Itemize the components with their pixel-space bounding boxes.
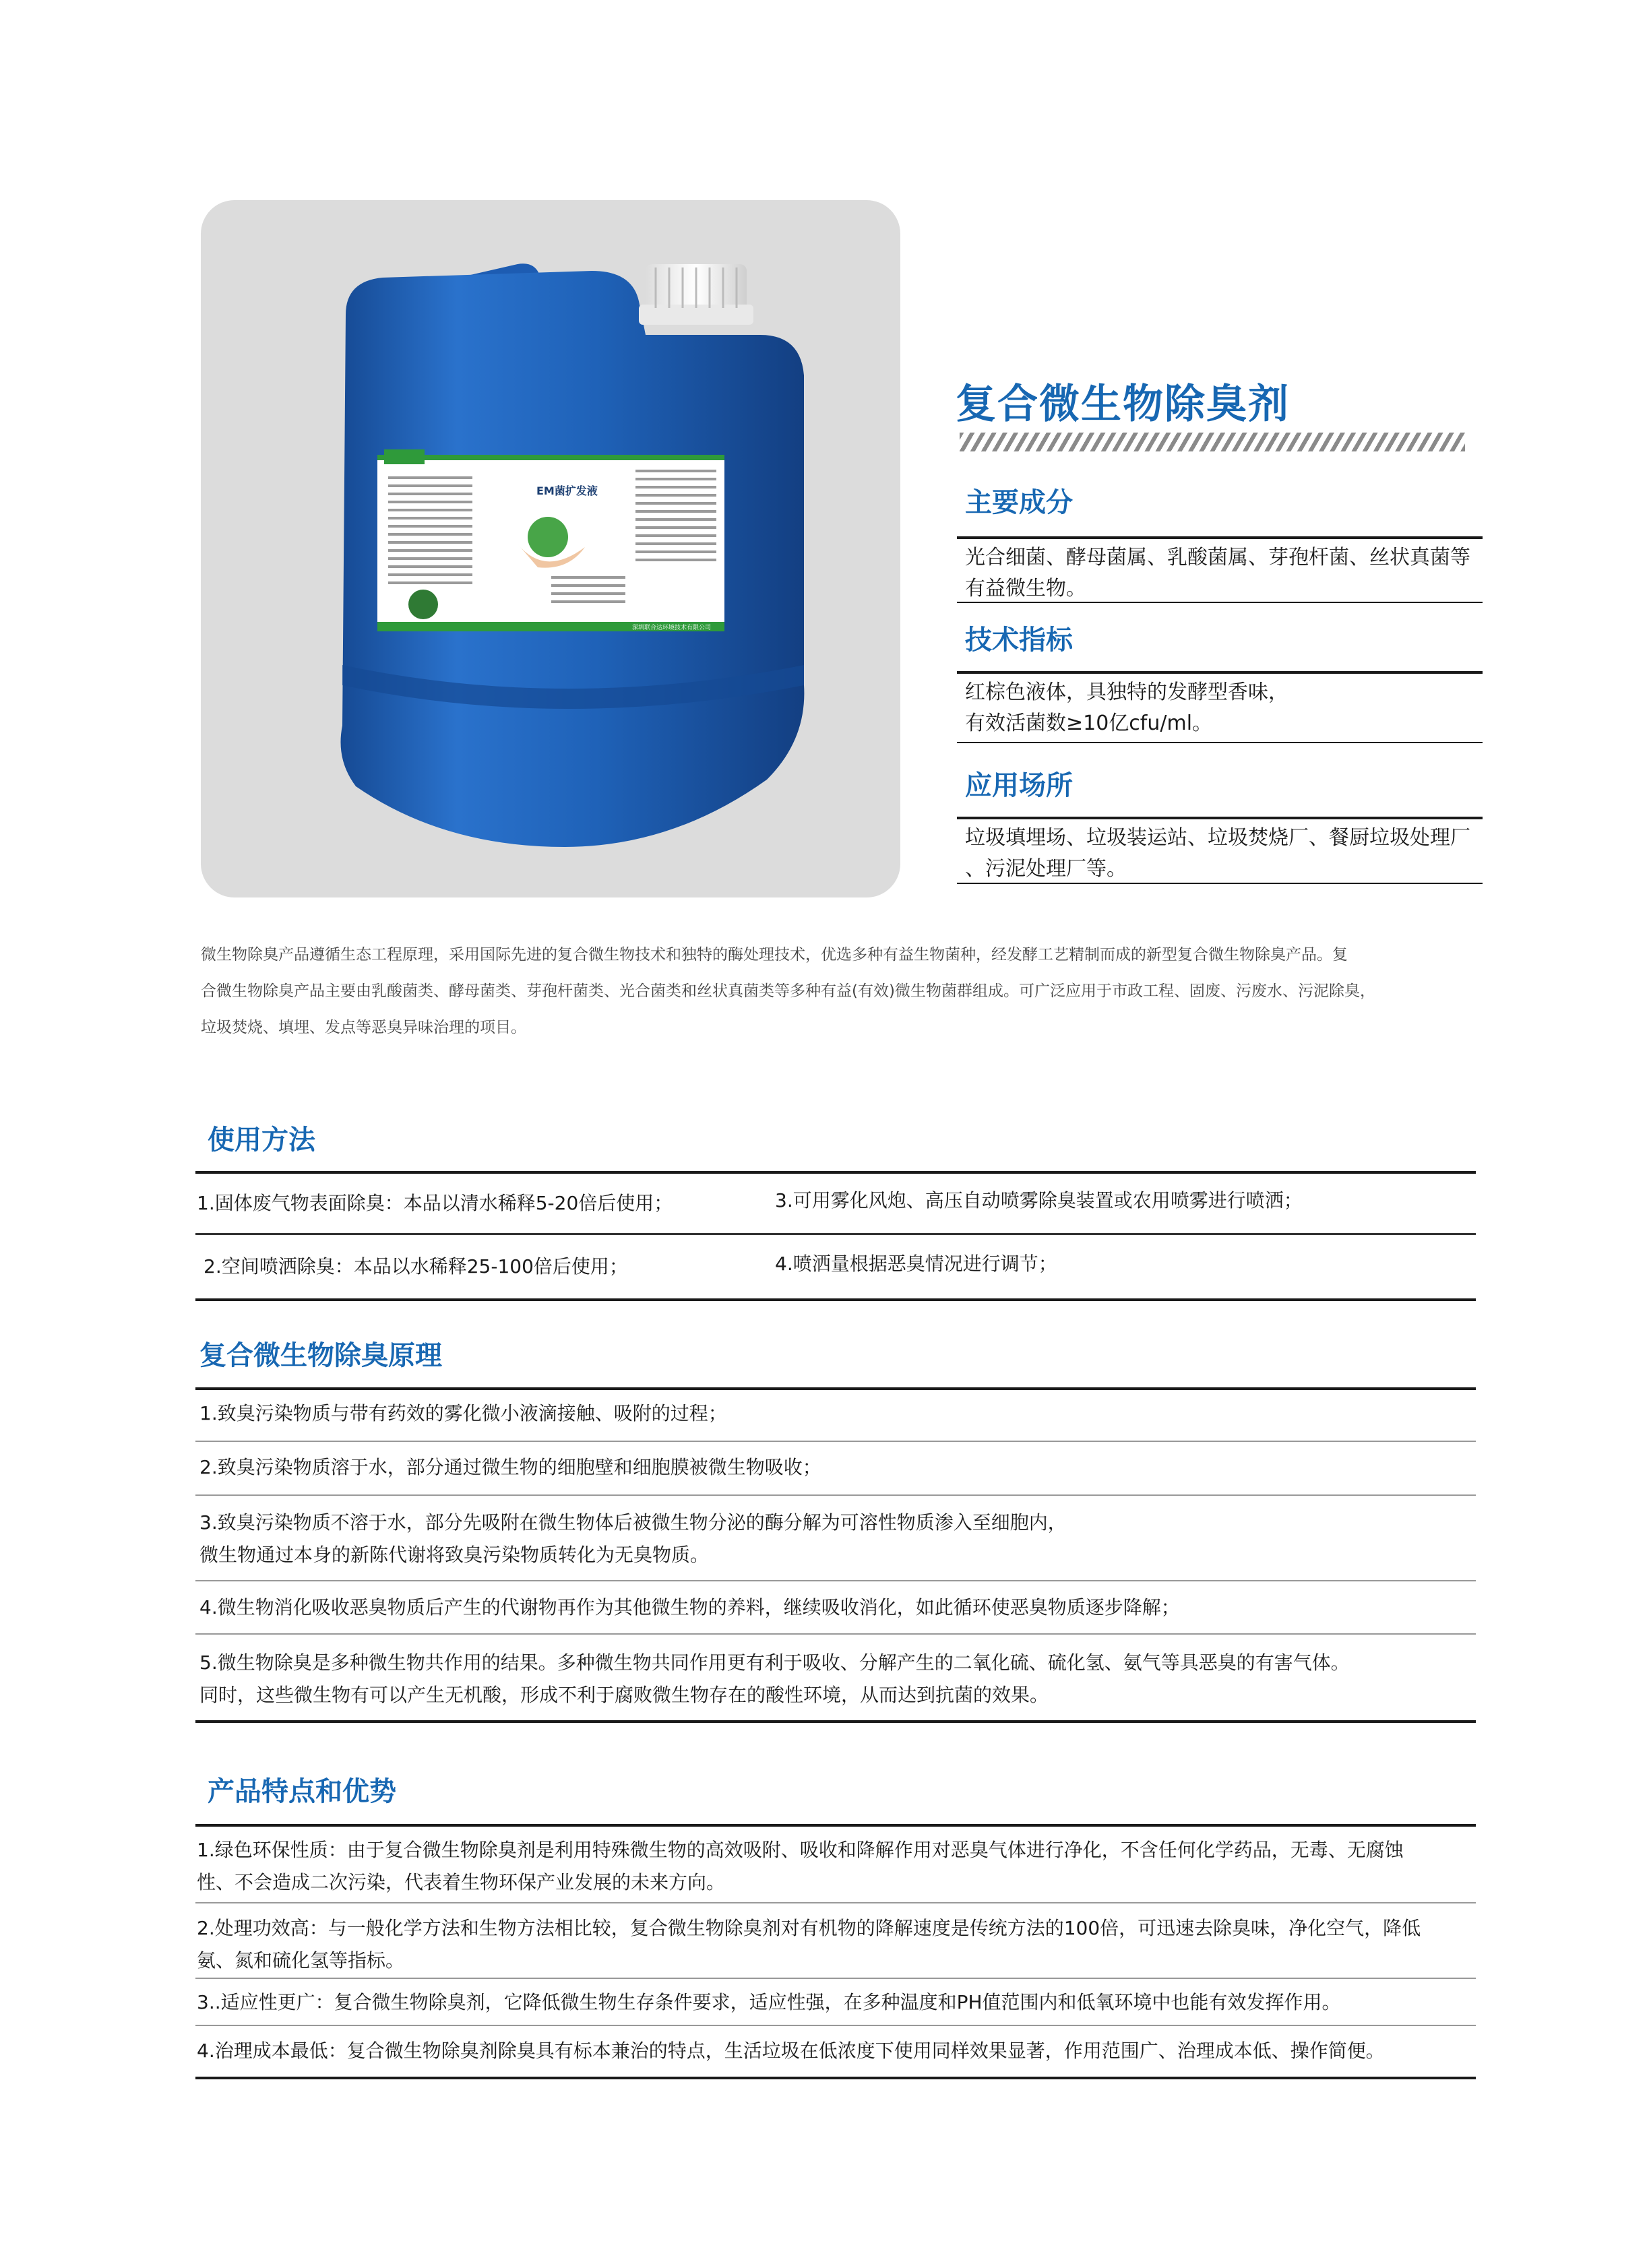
spec-rule bbox=[957, 742, 1483, 743]
spec-rule bbox=[957, 602, 1483, 603]
item-rule bbox=[195, 2025, 1476, 2026]
drum-label bbox=[377, 449, 724, 631]
feature-item bbox=[197, 1834, 1404, 1899]
principle-item: 4.微生物消化吸收恶臭物质后产生的代谢物再作为其他微生物的养料，继续吸收消化，如此循环使恶臭物质逐步降解； bbox=[199, 1596, 1180, 1618]
feature-item: 3..适应性更广：复合微生物除臭剂，它降低微生物生存条件要求，适应性强，在多种温度和PH值范围内和低氧环境中也能有效发挥作用。 bbox=[197, 1991, 1341, 2013]
feature-line: 1.绿色环保性质：由于复合微生物除臭剂是利用特殊微生物的高效吸附、吸收和降解作用对恶臭气体进行净化，不含任何化学药品，无毒、无腐蚀 bbox=[197, 1839, 1404, 1861]
principle-line: 微生物通过本身的新陈代谢将致臭污染物质转化为无臭物质。 bbox=[199, 1544, 710, 1566]
principle-item: 1.致臭污染物质与带有药效的雾化微小液滴接触、吸附的过程； bbox=[199, 1402, 727, 1424]
item-rule bbox=[195, 1978, 1476, 1979]
spec-technical-text bbox=[965, 677, 1288, 739]
section-rule bbox=[195, 1387, 1476, 1390]
section-rule bbox=[195, 1824, 1476, 1827]
spec-applications-text bbox=[965, 823, 1470, 885]
feature-item: 4.治理成本最低：复合微生物除臭剂除臭具有标本兼治的特点，生活垃圾在低浓度下使用同样效果显著，作用范围广、治理成本低、操作简便。 bbox=[197, 2040, 1385, 2062]
principle-line: 5.微生物除臭是多种微生物共作用的结果。多种微生物共同作用更有利于吸收、分解产生的二氧化硫、硫化氢、氨气等具恶臭的有害气体。 bbox=[199, 1651, 1350, 1674]
principle-line: 同时，这些微生物有可以产生无机酸，形成不利于腐败微生物存在的酸性环境，从而达到抗菌的效果。 bbox=[199, 1684, 1049, 1706]
section-rule bbox=[195, 2077, 1476, 2079]
item-rule bbox=[195, 1902, 1476, 1903]
feature-line: 性、不会造成二次污染，代表着生物环保产业发展的未来方向。 bbox=[197, 1871, 726, 1893]
spec-line: 有效活菌数≥10亿cfu/ml。 bbox=[965, 712, 1213, 735]
spec-ingredients-text bbox=[965, 542, 1470, 604]
product-title: 复合微生物除臭剂 bbox=[956, 381, 1290, 428]
intro-paragraph bbox=[201, 937, 1474, 1046]
spec-line: 垃圾填埋场、垃圾装运站、垃圾焚烧厂、餐厨垃圾处理厂 bbox=[965, 826, 1470, 850]
drum-label-company: 深圳联合达环境技术有限公司 bbox=[632, 625, 712, 631]
principle-item bbox=[199, 1507, 1067, 1571]
item-rule bbox=[195, 1441, 1476, 1442]
spec-heading-technical: 技术指标 bbox=[965, 625, 1073, 656]
spec-line: 光合细菌、酵母菌属、乳酸菌属、芽孢杆菌、丝状真菌等 bbox=[965, 546, 1470, 569]
section-rule bbox=[195, 1233, 1476, 1235]
section-rule bbox=[195, 1171, 1476, 1174]
usage-item: 2.空间喷洒除臭：本品以水稀释25-100倍后使用； bbox=[204, 1255, 628, 1278]
spec-rule bbox=[957, 536, 1483, 539]
principle-heading: 复合微生物除臭原理 bbox=[199, 1340, 442, 1371]
item-rule bbox=[195, 1633, 1476, 1635]
usage-item: 3.可用雾化风炮、高压自动喷雾除臭装置或农用喷雾进行喷洒； bbox=[775, 1189, 1303, 1211]
usage-item: 1.固体废气物表面除臭：本品以清水稀释5-20倍后使用； bbox=[197, 1192, 673, 1214]
intro-line: 合微生物除臭产品主要由乳酸菌类、酵母菌类、芽孢杆菌类、光合菌类和丝状真菌类等多种有益(有效)微生物菌群组成。可广泛应用于市政工程、固废、污废水、污泥除臭， bbox=[201, 982, 1375, 1000]
title-decoration-stripe bbox=[960, 433, 1465, 451]
usage-heading: 使用方法 bbox=[208, 1125, 315, 1156]
features-heading: 产品特点和优势 bbox=[208, 1776, 396, 1807]
item-rule bbox=[195, 1580, 1476, 1581]
principle-item bbox=[199, 1647, 1350, 1711]
feature-line: 氨、氮和硫化氢等指标。 bbox=[197, 1949, 405, 1972]
spec-line: 红棕色液体，具独特的发酵型香味， bbox=[965, 681, 1288, 704]
feature-line: 2.处理功效高：与一般化学方法和生物方法相比较，复合微生物除臭剂对有机物的降解速度是传统方法的100倍，可迅速去除臭味，净化空气，降低 bbox=[197, 1917, 1421, 1939]
product-image-panel bbox=[201, 200, 900, 897]
section-rule bbox=[195, 1720, 1476, 1723]
section-rule bbox=[195, 1298, 1476, 1301]
spec-line: 有益微生物。 bbox=[965, 577, 1086, 600]
spec-line: 、污泥处理厂等。 bbox=[965, 857, 1127, 881]
item-rule bbox=[195, 1494, 1476, 1496]
drum-label-heading: EM菌扩发液 bbox=[536, 484, 598, 497]
spec-rule bbox=[957, 883, 1483, 884]
spec-heading-applications: 应用场所 bbox=[965, 770, 1073, 801]
product-drum-image bbox=[201, 200, 900, 897]
principle-line: 3.致臭污染物质不溶于水，部分先吸附在微生物体后被微生物分泌的酶分解为可溶性物质渗入至细胞内， bbox=[199, 1511, 1067, 1534]
principle-item: 2.致臭污染物质溶于水，部分通过微生物的细胞壁和细胞膜被微生物吸收； bbox=[199, 1456, 821, 1478]
usage-item: 4.喷洒量根据恶臭情况进行调节； bbox=[775, 1253, 1057, 1275]
feature-item bbox=[197, 1912, 1421, 1977]
spec-rule bbox=[957, 817, 1483, 819]
spec-heading-ingredients: 主要成分 bbox=[965, 487, 1073, 518]
spec-rule bbox=[957, 671, 1483, 674]
intro-line: 垃圾焚烧、填埋、发点等恶臭异味治理的项目。 bbox=[201, 1019, 526, 1036]
intro-line: 微生物除臭产品遵循生态工程原理，采用国际先进的复合微生物技术和独特的酶处理技术，优选多种有益生物菌种，经发酵工艺精制而成的新型复合微生物除臭产品。复 bbox=[201, 946, 1348, 964]
